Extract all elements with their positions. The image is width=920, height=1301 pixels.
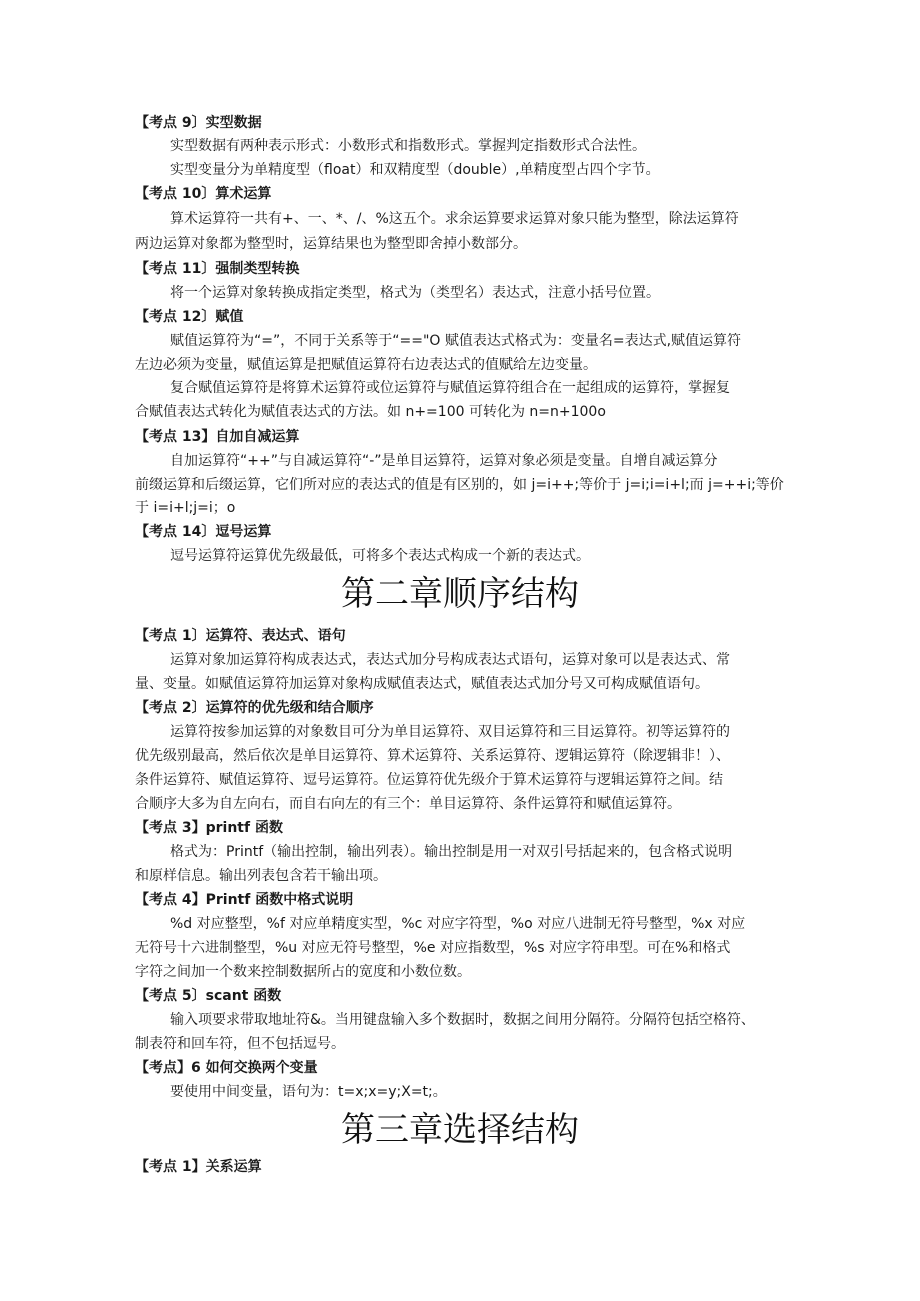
heading-ch2-kaodian-2: 【考点 2〕运算符的优先级和结合顺序 bbox=[135, 700, 374, 716]
paragraph-line: 优先级别最高，然后依次是单目运算符、算术运算符、关系运算符、逻辑运算符（除逻辑非！）、 bbox=[135, 748, 730, 764]
heading-ch3-kaodian-1: 【考点 1】关系运算 bbox=[135, 1159, 262, 1175]
paragraph-line: 要使用中间变量，语句为：t=x;x=y;X=t;。 bbox=[170, 1084, 447, 1100]
paragraph-line: %d 对应整型，%f 对应单精度实型，%c 对应字符型，%o 对应八进制无符号整型，%x 对应 bbox=[170, 916, 746, 932]
heading-kaodian-14: 【考点 14〕逗号运算 bbox=[135, 524, 272, 540]
paragraph-line: 两边运算对象都为整型时，运算结果也为整型即舍掉小数部分。 bbox=[135, 236, 527, 252]
heading-ch2-kaodian-6: 【考点】6 如何交换两个变量 bbox=[135, 1060, 318, 1076]
paragraph-line: 算术运算符一共有+、一、*、/、%这五个。求余运算要求运算对象只能为整型，除法运算符 bbox=[170, 211, 739, 227]
paragraph-line: 输入项要求带取地址符&。当用键盘输入多个数据时，数据之间用分隔符。分隔符包括空格符、 bbox=[170, 1012, 755, 1028]
heading-ch2-kaodian-3: 【考点 3】printf 函数 bbox=[135, 820, 283, 836]
paragraph-line: 将一个运算对象转换成指定类型，格式为（类型名）表达式，注意小括号位置。 bbox=[170, 285, 660, 301]
paragraph-line: 于 i=i+l;j=i；o bbox=[135, 500, 236, 516]
paragraph-line: 赋值运算符为“=”，不同于关系等于“=="O 赋值表达式格式为：变量名=表达式,赋值运算符 bbox=[170, 333, 742, 349]
paragraph-line: 格式为：Printf（输出控制，输出列表）。输出控制是用一对双引号括起来的，包含格式说明 bbox=[170, 844, 733, 860]
chapter-2-title: 第二章顺序结构 bbox=[341, 574, 579, 614]
paragraph-line: 实型数据有两种表示形式：小数形式和指数形式。掌握判定指数形式合法性。 bbox=[170, 138, 646, 154]
paragraph-line: 条件运算符、赋值运算符、逗号运算符。位运算符优先级介于算术运算符与逻辑运算符之间。结 bbox=[135, 772, 723, 788]
paragraph-line: 逗号运算符运算优先级最低，可将多个表达式构成一个新的表达式。 bbox=[170, 548, 590, 564]
paragraph-line: 字符之间加一个数来控制数据所占的宽度和小数位数。 bbox=[135, 964, 471, 980]
heading-ch2-kaodian-5: 【考点 5〕scant 函数 bbox=[135, 988, 282, 1004]
heading-ch2-kaodian-1: 【考点 1〕运算符、表达式、语句 bbox=[135, 628, 346, 644]
paragraph-line: 前缀运算和后缀运算，它们所对应的表达式的值是有区别的，如 j=i++;等价于 j=i;i=i+l;而 j=++i;等价 bbox=[135, 477, 784, 493]
heading-kaodian-9: 【考点 9〕实型数据 bbox=[135, 115, 262, 131]
paragraph-line: 量、变量。如赋值运算符加运算对象构成赋值表达式，赋值表达式加分号又可构成赋值语句。 bbox=[135, 676, 709, 692]
paragraph-line: 制表符和回车符，但不包括逗号。 bbox=[135, 1036, 345, 1052]
heading-kaodian-10: 【考点 10〕算术运算 bbox=[135, 186, 272, 202]
paragraph-line: 和原样信息。输出列表包含若干输出项。 bbox=[135, 868, 387, 884]
heading-kaodian-13: 【考点 13】自加自减运算 bbox=[135, 429, 300, 445]
paragraph-line: 合顺序大多为自左向右，而自右向左的有三个：单目运算符、条件运算符和赋值运算符。 bbox=[135, 796, 681, 812]
paragraph-line: 左边必须为变量，赋值运算是把赋值运算符右边表达式的值赋给左边变量。 bbox=[135, 357, 597, 373]
chapter-3-title: 第三章选择结构 bbox=[341, 1110, 579, 1150]
heading-kaodian-12: 【考点 12〕赋值 bbox=[135, 309, 244, 325]
paragraph-line: 实型变量分为单精度型（float）和双精度型（double）,单精度型占四个字节。 bbox=[170, 162, 660, 178]
paragraph-line: 合赋值表达式转化为赋值表达式的方法。如 n+=100 可转化为 n=n+100o bbox=[135, 404, 606, 420]
heading-kaodian-11: 【考点 11〕强制类型转换 bbox=[135, 261, 300, 277]
paragraph-line: 运算对象加运算符构成表达式，表达式加分号构成表达式语句，运算对象可以是表达式、常 bbox=[170, 652, 730, 668]
paragraph-line: 运算符按参加运算的对象数目可分为单目运算符、双目运算符和三目运算符。初等运算符的 bbox=[170, 724, 730, 740]
paragraph-line: 复合赋值运算符是将算术运算符或位运算符与赋值运算符组合在一起组成的运算符，掌握复 bbox=[170, 380, 730, 396]
heading-ch2-kaodian-4: 【考点 4】Printf 函数中格式说明 bbox=[135, 892, 354, 908]
paragraph-line: 无符号十六进制整型，%u 对应无符号整型，%e 对应指数型，%s 对应字符串型。可在%和格式 bbox=[135, 940, 731, 956]
paragraph-line: 自加运算符“++”与自减运算符“-”是单目运算符，运算对象必须是变量。自增自减运算分 bbox=[170, 453, 718, 469]
